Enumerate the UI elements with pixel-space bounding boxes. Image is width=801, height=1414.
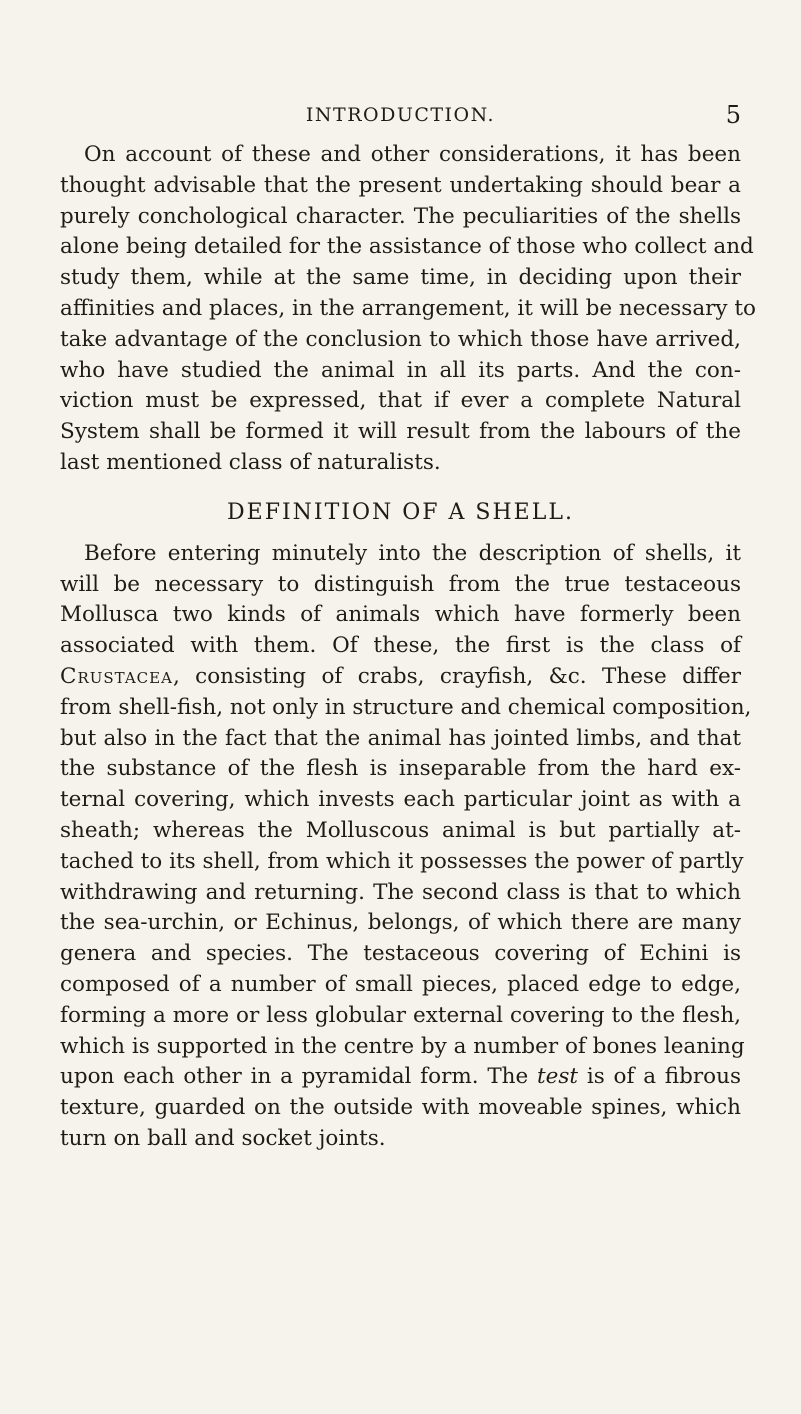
text-line: Mollusca two kinds of animals which have formerly been <box>60 602 741 628</box>
text-line: texture, guarded on the outside with moveable spines, which <box>60 1095 741 1121</box>
text-line: thought advisable that the present undertaking should bear a <box>60 172 741 198</box>
text-line: turn on ball and socket joints. <box>60 1125 386 1151</box>
text-fragment: is of a fibrous <box>578 1064 742 1090</box>
text-line: ternal covering, which invests each particular joint as with a <box>60 787 741 813</box>
paragraph-definition <box>60 539 752 1155</box>
text-line: will be necessary to distinguish from the true testaceous <box>60 571 741 597</box>
text-line: take advantage of the conclusion to which those have arrived, <box>60 326 741 352</box>
text-line: which is supported in the centre by a number of bones leaning <box>60 1033 745 1059</box>
text-line: study them, while at the same time, in deciding upon their <box>60 265 741 291</box>
text-fragment: , consisting of crabs, crayfish, &c. These differ <box>172 663 741 689</box>
text-line: withdrawing and returning. The second class is that to which <box>60 879 741 905</box>
text-line: last mentioned class of naturalists. <box>60 449 441 475</box>
running-title: INTRODUCTION. <box>305 104 496 126</box>
text-fragment: upon each other in a pyramidal form. The <box>60 1064 538 1090</box>
text-line: composed of a number of small pieces, placed edge to edge, <box>60 971 741 997</box>
text-line: sheath; whereas the Molluscous animal is but partially at- <box>60 817 741 843</box>
text-line: forming a more or less globular external covering to the flesh, <box>60 1002 741 1028</box>
text-line: purely conchological character. The peculiarities of the shells <box>60 203 741 229</box>
text-line: genera and species. The testaceous covering of Echini is <box>60 941 741 967</box>
page-number: 5 <box>725 101 741 129</box>
text-line: viction must be expressed, that if ever a complete Natural <box>60 388 741 414</box>
term-crustacea: Crustacea <box>60 663 173 689</box>
text-line: from shell-fish, not only in structure and chemical composition, <box>60 694 752 720</box>
paragraph-considerations <box>60 140 756 479</box>
text-line: who have studied the animal in all its parts. And the con- <box>60 357 741 383</box>
text-line: Before entering minutely into the description of shells, it <box>84 540 741 566</box>
text-line: On account of these and other considerations, it has been <box>84 142 741 167</box>
text-line: the sea-urchin, or Echinus, belongs, of which there are many <box>60 910 741 936</box>
text-line: associated with them. Of these, the first is the class of <box>60 633 741 659</box>
text-line: but also in the fact that the animal has jointed limbs, and that <box>60 725 741 751</box>
text-line <box>60 662 741 693</box>
text-line: System shall be formed it will result from the labours of the <box>60 419 741 445</box>
running-head <box>60 99 741 131</box>
body-text <box>60 140 756 1155</box>
text-line: the substance of the flesh is inseparable from the hard ex- <box>60 756 741 782</box>
text-line: tached to its shell, from which it possesses the power of partly <box>60 848 744 874</box>
text-line <box>60 1062 741 1093</box>
text-line: alone being detailed for the assistance of those who collect and <box>60 234 754 260</box>
section-heading: DEFINITION OF A SHELL. <box>227 499 574 525</box>
term-test: test <box>537 1064 579 1090</box>
text-line: affinities and places, in the arrangement, it will be necessary to <box>60 295 756 321</box>
